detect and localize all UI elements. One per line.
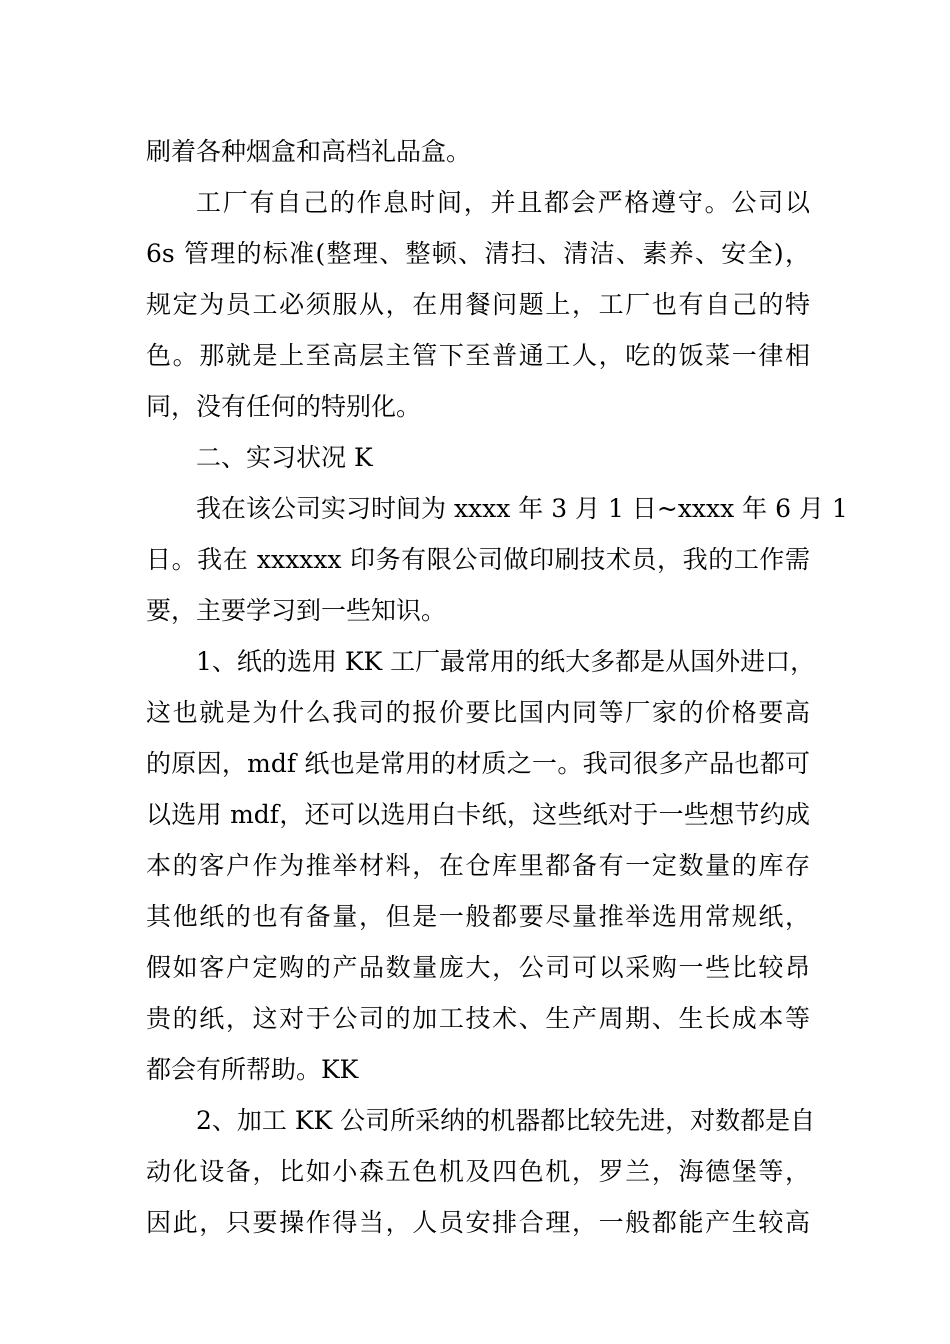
text-line: 本的客户作为推举材料，在仓库里都备有一定数量的库存 — [146, 851, 810, 880]
text-line: 这也就是为什么我司的报价要比国内同等厂家的价格要高 — [146, 698, 810, 727]
text-line: 工厂有自己的作息时间，并且都会严格遵守。公司以 — [196, 188, 810, 217]
text-line: 因此，只要操作得当，人员安排合理，一般都能产生较高 — [146, 1208, 810, 1237]
text-line: 以选用 mdf，还可以选用白卡纸，这些纸对于一些想节约成 — [146, 800, 810, 829]
text-line: 6s 管理的标准(整理、整顿、清扫、清洁、素养、安全)， — [146, 239, 810, 268]
text-line: 同，没有任何的特别化。 — [146, 392, 422, 421]
text-line: 色。那就是上至高层主管下至普通工人，吃的饭菜一律相 — [146, 341, 810, 370]
text-line: 其他纸的也有备量，但是一般都要尽量推举选用常规纸， — [146, 902, 810, 931]
text-line: 假如客户定购的产品数量庞大，公司可以采购一些比较昂 — [146, 953, 810, 982]
text-line: 刷着各种烟盒和高档礼品盒。 — [146, 137, 472, 166]
section-heading: 二、实习状况 K — [196, 443, 373, 472]
text-line: 的原因，mdf 纸也是常用的材质之一。我司很多产品也都可 — [146, 749, 810, 778]
text-line: 日。我在 xxxxxx 印务有限公司做印刷技术员，我的工作需 — [146, 545, 810, 574]
text-line: 我在该公司实习时间为 xxxx 年 3 月 1 日~xxxx 年 6 月 1 — [196, 494, 848, 523]
text-line: 都会有所帮助。KK — [146, 1055, 359, 1084]
text-line: 要，主要学习到一些知识。 — [146, 596, 447, 625]
text-line: 2、加工 KK 公司所采纳的机器都比较先进，对数都是自 — [196, 1106, 816, 1135]
text-line: 1、纸的选用 KK 工厂最常用的纸大多都是从国外进口， — [196, 647, 816, 676]
text-line: 贵的纸，这对于公司的加工技术、生产周期、生长成本等 — [146, 1004, 810, 1033]
text-line: 动化设备，比如小森五色机及四色机，罗兰，海德堡等， — [146, 1157, 810, 1186]
text-line: 规定为员工必须服从，在用餐问题上，工厂也有自己的特 — [146, 290, 810, 319]
document-body — [146, 126, 848, 1248]
